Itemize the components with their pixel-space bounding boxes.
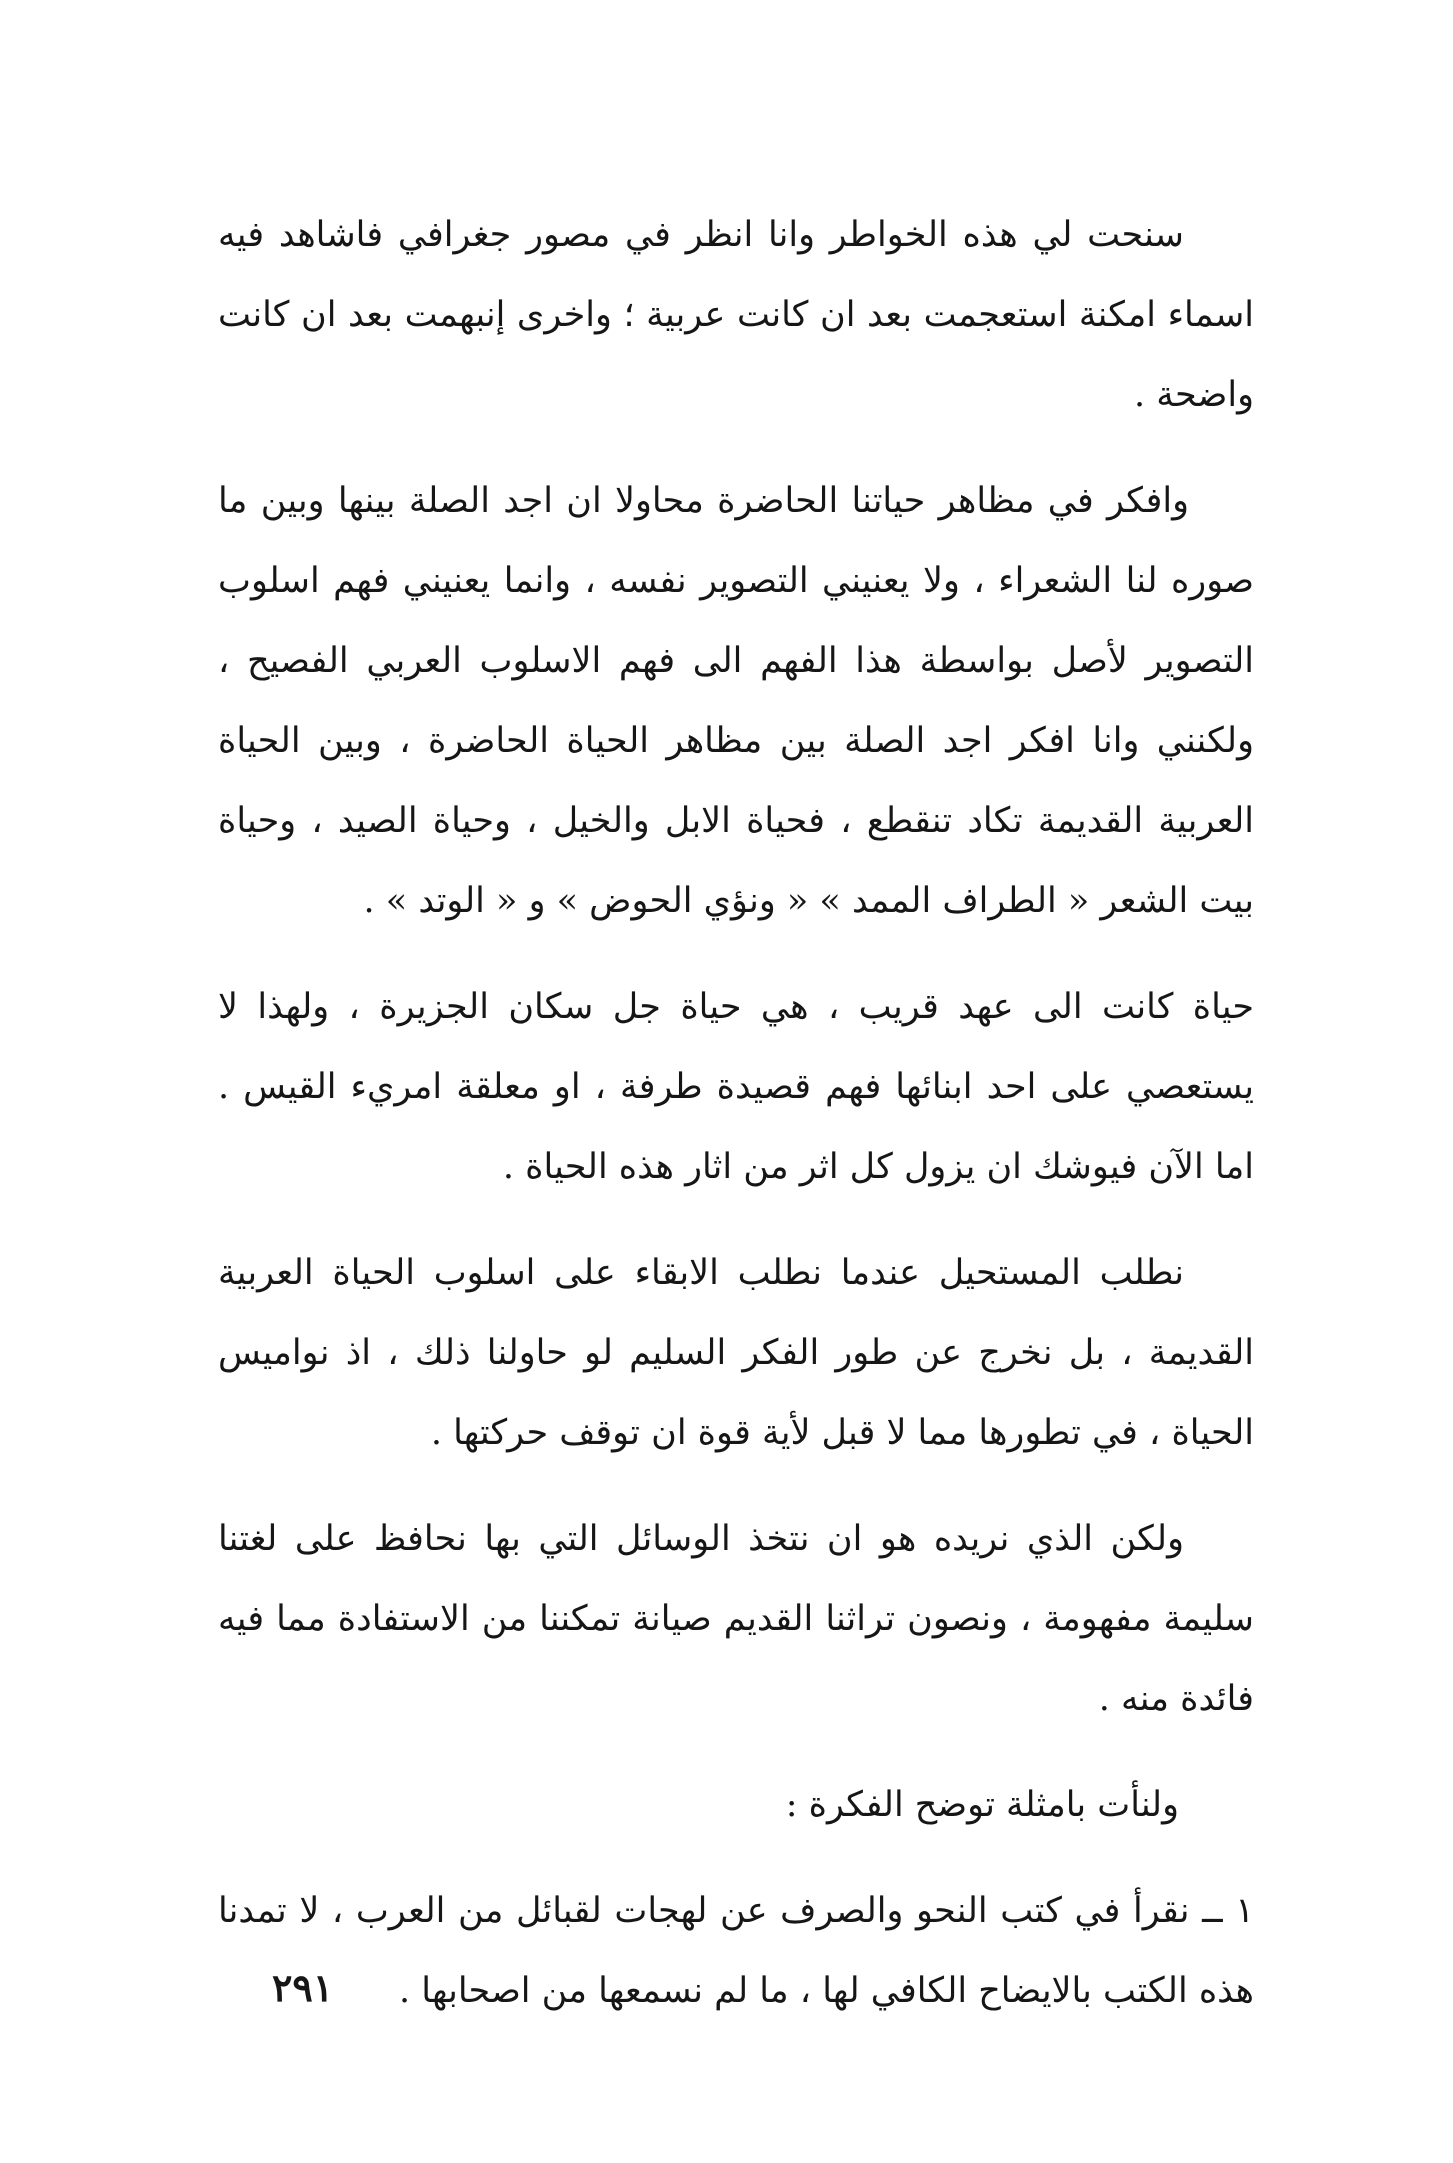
page-number: ٢٩١ — [272, 1965, 334, 2010]
paragraph: حياة كانت الى عهد قريب ، هي حياة جل سكان الجزيرة ، ولهذا لا يستعصي على احد ابنائها فهم قصيدة طرفة ، او معلقة امريء القيس . اما الآن فيوشك ان يزول كل اثر من اثار هذه الحياة . — [218, 987, 1254, 1187]
paragraph: نطلب المستحيل عندما نطلب الابقاء على اسلوب الحياة العربية القديمة ، بل نخرج عن طور الفكر السليم لو حاولنا ذلك ، اذ نواميس الحياة ، في تطورها مما لا قبل لأية قوة ان توقف حركتها . — [218, 1253, 1254, 1453]
paragraph: وافكر في مظاهر حياتنا الحاضرة محاولا ان اجد الصلة بينها وبين ما صوره لنا الشعراء ، ولا يعنيني التصوير نفسه ، وانما يعنيني فهم اسلوب التصوير لأصل بواسطة هذا الفهم الى فهم الاسلوب العربي الفصيح ، ولكنني وانا افكر اجد الصلة بين مظاهر الحياة الحاضرة ، وبين الحياة العربية القديمة تكاد تنقطع ، فحياة الابل والخيل ، وحياة الصيد ، وحياة بيت الشعر « الطراف الممد » « ونؤي الحوض » و « الوتد » . — [218, 481, 1254, 921]
body-text — [218, 195, 1254, 2031]
list-item: ١ ــ نقرأ في كتب النحو والصرف عن لهجات لقبائل من العرب ، لا تمدنا هذه الكتب بالايضاح الكافي لها ، ما لم نسمعها من اصحابها . — [218, 1891, 1254, 2011]
paragraph: ولنأت بامثلة توضح الفكرة : — [785, 1785, 1179, 1825]
paragraph: سنحت لي هذه الخواطر وانا انظر في مصور جغرافي فاشاهد فيه اسماء امكنة استعجمت بعد ان كانت عربية ؛ واخرى إنبهمت بعد ان كانت واضحة . — [218, 215, 1254, 415]
paragraph: ولكن الذي نريده هو ان نتخذ الوسائل التي بها نحافظ على لغتنا سليمة مفهومة ، ونصون تراثنا القديم صيانة تمكننا من الاستفادة مما فيه فائدة منه . — [218, 1519, 1254, 1719]
